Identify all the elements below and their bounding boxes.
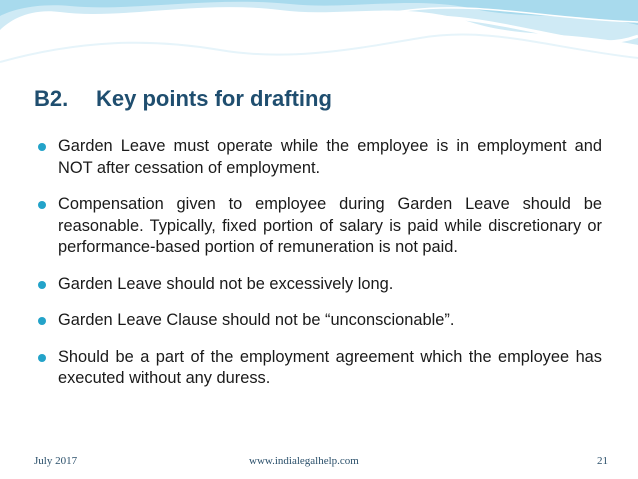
bullet-dot-icon <box>38 317 46 325</box>
bullet-text: Compensation given to employee during Garden Leave should be reasonable. Typically, fixed portion of salary is paid while discretionary or performance-based portion of remuneration is not paid. <box>58 195 602 256</box>
bullet-text: Garden Leave should not be excessively long. <box>58 274 394 293</box>
footer-page-number: 21 <box>597 455 608 467</box>
title-number: B2. <box>34 86 69 111</box>
bullet-dot-icon <box>38 281 46 289</box>
bullet-dot-icon <box>38 143 46 151</box>
bullet-item <box>34 310 602 332</box>
slide-title <box>34 86 332 112</box>
footer-date: July 2017 <box>34 455 78 467</box>
bullet-text: Should be a part of the employment agreement which the employee has executed without any duress. <box>58 347 602 387</box>
footer-url[interactable]: www.indialegalhelp.com <box>249 455 359 467</box>
bullet-list <box>34 136 602 405</box>
bullet-item <box>34 194 602 259</box>
bullet-item <box>34 347 602 390</box>
bullet-text: Garden Leave must operate while the employee is in employment and NOT after cessation of employment. <box>58 137 602 177</box>
bullet-item <box>34 136 602 179</box>
bullet-text: Garden Leave Clause should not be “unconscionable”. <box>58 311 455 329</box>
bullet-dot-icon <box>38 201 46 209</box>
bullet-item <box>34 274 602 296</box>
title-text: Key points for drafting <box>96 86 332 111</box>
bullet-dot-icon <box>38 354 46 362</box>
